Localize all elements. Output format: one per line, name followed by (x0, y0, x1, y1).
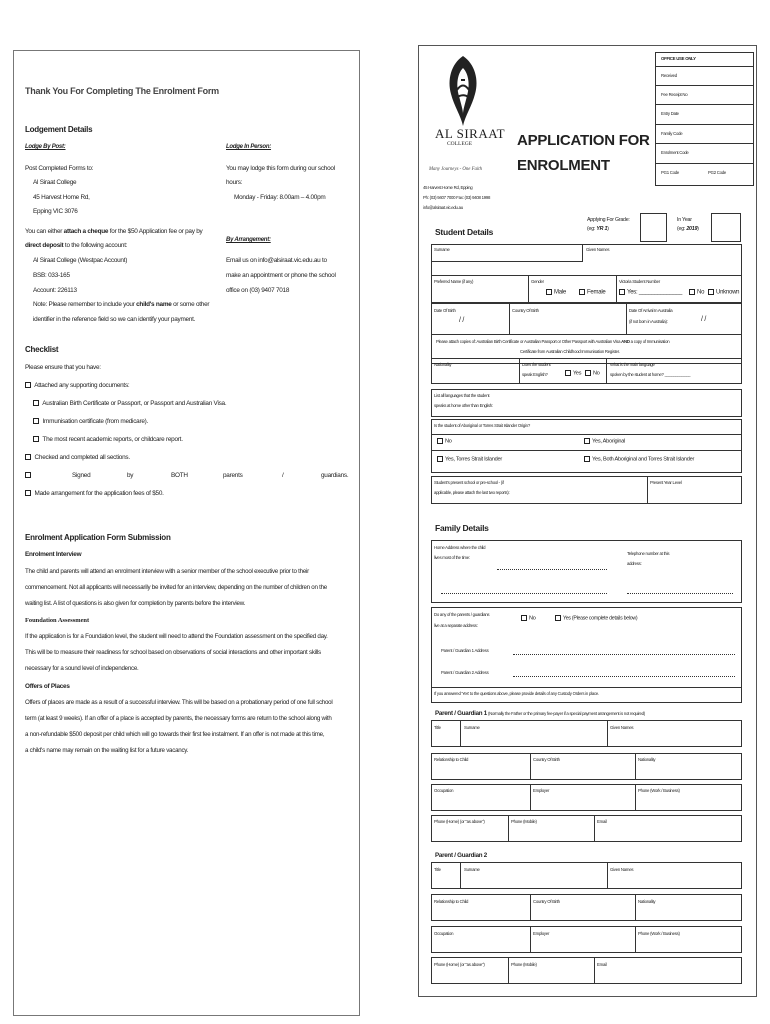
checkbox[interactable] (33, 436, 39, 442)
page-application-form (418, 45, 757, 997)
divider (594, 957, 595, 984)
arrangement-line: office on (03) 9407 7018 (226, 287, 290, 294)
text: The most recent academic reports, or childcare report. (42, 436, 183, 443)
checklist-heading: Checklist (25, 345, 59, 354)
divider (616, 275, 617, 303)
checkbox[interactable] (521, 615, 527, 621)
telephone-input[interactable] (627, 593, 733, 594)
cheque-line (25, 228, 202, 236)
divider (460, 862, 461, 889)
custody-note: If you answered 'Yes' to the questions above, please provide details of any Custody Orders in place. (434, 691, 599, 696)
divider (655, 163, 754, 164)
relationship-label: Relationship to Child (434, 757, 469, 762)
text: attach a cheque (63, 228, 109, 235)
text: Yes, Both Aboriginal and Torres Strait Islander (592, 456, 695, 463)
divider (594, 815, 595, 842)
relationship-label: Relationship to Child (434, 899, 469, 904)
text: No (697, 289, 705, 296)
offers-line: a child's name may remain on the waiting list for a future vacancy. (25, 747, 189, 754)
home-address-label2: lives most of the time: (434, 555, 470, 560)
given-names-label: Given Names (610, 867, 634, 872)
pg2-address-input[interactable] (513, 676, 735, 677)
checklist-item-signed[interactable] (25, 472, 33, 480)
foundation-line: This will be to measure their readiness for school based on observations of social interactions and other important skills (25, 649, 321, 656)
text: (eg: (677, 226, 687, 232)
interview-line: waiting list. A list of questions is also given for completion by parents before the interview. (25, 600, 246, 607)
languages-label: List all languages that the student (434, 393, 490, 398)
checkbox[interactable] (708, 289, 714, 295)
in-year-label: In Year (677, 217, 692, 223)
attach-note-line2: Certificate from Australian Childhood Immunisation Register. (520, 349, 620, 354)
year-field[interactable] (711, 213, 741, 242)
interview-line: commencement. Not all applicants will necessarily be invited for an interview, depending on the number of children on the (25, 584, 327, 591)
text: for the $50 Application fee or pay by (108, 228, 203, 235)
country-of-birth-label: Country Of Birth (533, 899, 560, 904)
offers-line: term (at least 9 weeks). If an offer of a place is accepted by parents, the necessary forms are return to the school along with (25, 715, 332, 722)
speak-english-label: Does the student (522, 362, 551, 367)
speak-english-yes[interactable] (565, 370, 581, 377)
vsn-label: Victoria Student Number (619, 279, 660, 284)
office-row-label: Fee Receipt No (661, 92, 688, 97)
doa-slashes: / / (701, 316, 707, 323)
text: ) (697, 226, 699, 232)
divider (530, 784, 531, 811)
post-line: Epping VIC 3076 (33, 208, 78, 215)
text: Australian Birth Certificate or Passport, or Passport and Australian Visa. (42, 400, 227, 407)
text: (Normally the Father or the primary fee-payer if a special payment arrangement is not required) (487, 711, 645, 716)
divider (606, 358, 607, 384)
offers-line: Offers of places are made as a result of a successful interview. This will be based on a probationary period of one full school (25, 699, 333, 706)
checkbox[interactable] (33, 418, 39, 424)
phone-mobile-label: Phone (Mobile) (511, 819, 537, 824)
post-line: 45 Harvest Home Rd, (33, 194, 90, 201)
text: Yes (573, 370, 582, 377)
occupation-label: Occupation (434, 931, 454, 936)
doa-label: Date Of Arrival In Australia (629, 308, 673, 313)
divider (655, 85, 754, 86)
text: Made arrangement for the application fees of $50. (34, 490, 164, 497)
checkbox[interactable] (25, 454, 31, 460)
bank-line: BSB: 033-165 (33, 272, 70, 279)
checklist-item[interactable] (25, 382, 129, 390)
text: No (529, 615, 536, 622)
divider (530, 894, 531, 921)
logo-name: AL SIRAAT (435, 126, 506, 141)
pg1-relationship-row (431, 753, 742, 780)
page-title: Thank You For Completing The Enrolment Form (25, 86, 219, 96)
divider (508, 815, 509, 842)
text: Yes, Torres Strait Islander (445, 456, 502, 463)
post-line: Post Completed Forms to: (25, 165, 94, 172)
languages-label2: speaks at home other than English: (434, 403, 493, 408)
checkbox[interactable] (584, 438, 590, 444)
text: to the following account: (63, 242, 128, 249)
checkbox[interactable] (33, 400, 39, 406)
home-address-label: Home Address where the child (434, 545, 486, 550)
divider (655, 66, 754, 67)
speak-english-label2: speak English? (522, 372, 548, 377)
post-line: Al Siraat College (33, 179, 77, 186)
text: or some other (171, 301, 210, 308)
phone-home-label: Phone (Home) (or "as above") (434, 962, 485, 967)
divider (635, 894, 636, 921)
aboriginal-both-option[interactable] (584, 456, 694, 463)
title-label: Title (434, 725, 441, 730)
submission-heading: Enrolment Application Form Submission (25, 533, 171, 542)
gender-female-option[interactable] (579, 289, 606, 297)
address-line-input[interactable] (441, 593, 607, 594)
divider (635, 926, 636, 953)
checklist-item[interactable] (33, 400, 226, 408)
checkbox[interactable] (584, 456, 590, 462)
occupation-label: Occupation (434, 788, 454, 793)
surname-label: Surname (434, 247, 450, 252)
phone-work-label: Phone (Work / Business) (638, 931, 680, 936)
divider (519, 358, 520, 384)
text: Yes, Aboriginal (592, 438, 626, 445)
checklist-item[interactable] (25, 490, 164, 498)
nationality-label: Nationality (434, 362, 452, 367)
logo-college: COLLEGE (447, 141, 473, 147)
text: YR 1 (596, 226, 608, 232)
arrangement-line: Email us on info@alsiraat.vic.edu.au to (226, 257, 327, 264)
text: AND (621, 339, 630, 344)
text: Yes (Please complete details below) (563, 615, 638, 622)
divider (635, 753, 636, 780)
separate-address-label2: live at a separate address: (434, 623, 478, 628)
attach-note (436, 339, 669, 344)
separate-yes-option[interactable] (555, 615, 637, 622)
checklist-item[interactable] (25, 454, 130, 462)
pg2-relationship-row (431, 894, 742, 921)
lodge-by-post-title: Lodge By Post: (25, 144, 66, 150)
grade-example (587, 226, 609, 232)
checkbox[interactable] (689, 289, 695, 295)
office-pg2-code: PG2 Code (708, 170, 727, 175)
divider (509, 303, 510, 335)
divider (607, 720, 608, 747)
speak-english-no[interactable] (585, 370, 600, 377)
divider (460, 720, 461, 747)
text: You can either (25, 228, 64, 235)
address-line: 45 Harvest Home Rd, Epping (423, 185, 473, 190)
doa-note: (if not born in Australia): (629, 319, 668, 324)
text: No (593, 370, 600, 377)
checklist-intro: Please ensure that you have: (25, 364, 101, 371)
main-language-label2: spoken by the student at home? ____________ (610, 372, 691, 377)
office-pg1-code: PG1 Code (661, 170, 680, 175)
main-language-label: What is the main language (610, 362, 655, 367)
text: No (445, 438, 452, 445)
signed-word: by (127, 472, 134, 479)
foundation-line: necessary for a sound level of independence. (25, 665, 139, 672)
employer-label: Employer (533, 931, 550, 936)
checkbox[interactable] (437, 438, 443, 444)
divider (431, 434, 742, 435)
divider (528, 275, 529, 303)
vsn-unknown-option[interactable] (708, 289, 739, 297)
form-title-line1: APPLICATION FOR (517, 132, 650, 149)
divider (530, 753, 531, 780)
checkbox[interactable] (437, 456, 443, 462)
text: ) (607, 226, 609, 232)
checkbox[interactable] (579, 289, 585, 295)
country-of-birth-label: Country Of Birth (533, 757, 560, 762)
form-title-line2: ENROLMENT (517, 157, 610, 174)
bank-line: Account: 226113 (33, 287, 77, 294)
aboriginal-yes-option[interactable] (584, 438, 625, 445)
text: 2019 (686, 226, 698, 232)
email-label: Email (597, 819, 607, 824)
surname-label: Surname (464, 725, 480, 730)
by-arrangement-title: By Arrangement: (226, 237, 271, 243)
separate-address-label: Do any of the parents / guardians (434, 612, 490, 617)
text: Attached any supporting documents: (34, 382, 130, 389)
text: (eg: (587, 226, 597, 232)
given-names-label: Given Names (586, 247, 610, 252)
divider (655, 143, 754, 144)
text: Female (587, 289, 606, 296)
office-use-heading: OFFICE USE ONLY (661, 56, 696, 61)
grade-field[interactable] (640, 213, 667, 242)
address-line: Ph: (03) 9407 7000 Fax: (03) 9408 1998 (423, 195, 491, 200)
text: child's name (136, 301, 172, 308)
email-label: Email (597, 962, 607, 967)
in-person-line: hours: (226, 179, 243, 186)
logo-tagline: Many Journeys - One Faith (429, 167, 483, 172)
interview-title: Enrolment Interview (25, 551, 82, 558)
present-school-label: Student's present school or pre-school - (if (434, 480, 504, 485)
divider (655, 104, 754, 105)
text: a copy of Immunisation (629, 339, 670, 344)
note-line (33, 301, 209, 309)
divider (530, 926, 531, 953)
phone-work-label: Phone (Work / Business) (638, 788, 680, 793)
college-logo-icon (441, 54, 485, 128)
lodge-in-person-title: Lodge In Person: (226, 144, 272, 150)
vsn-no-option[interactable] (689, 289, 704, 297)
surname-label: Surname (464, 867, 480, 872)
present-school-label2: applicable, please attach the last two reports): (434, 490, 510, 495)
checkbox[interactable] (25, 382, 31, 388)
pg1-address-input[interactable] (513, 654, 735, 655)
title-label: Title (434, 867, 441, 872)
phone-mobile-label: Phone (Mobile) (511, 962, 537, 967)
checkbox[interactable] (585, 370, 591, 376)
divider (431, 687, 742, 688)
family-details-heading: Family Details (435, 523, 489, 533)
divider (431, 450, 742, 451)
telephone-label: Telephone number at this (627, 551, 670, 556)
text: Parent / Guardian 1 (435, 710, 487, 717)
in-person-line: You may lodge this form during our school (226, 165, 335, 172)
surname-field[interactable] (431, 244, 583, 262)
page-instructions (13, 50, 360, 1016)
text: Note: Please remember to include your (33, 301, 137, 308)
pg2-occupation-row (431, 926, 742, 953)
text: Male (554, 289, 567, 296)
pg1-address-label: Parent / Guardian 1 Address (441, 648, 489, 653)
office-row-label: Entry Date (661, 111, 679, 116)
nationality-label: Nationality (638, 757, 656, 762)
student-details-heading: Student Details (435, 227, 494, 237)
divider (607, 862, 608, 889)
row-dob (431, 303, 742, 335)
text: Yes: (627, 289, 638, 296)
arrangement-line: make an appointment or phone the school (226, 272, 336, 279)
offers-title: Offers of Places (25, 683, 70, 690)
foundation-line: If the application is for a Foundation level, the student will need to attend the Foundation assessment on the specified day. (25, 633, 328, 640)
signed-word: parents (223, 472, 243, 479)
text: Unknown (716, 289, 740, 296)
pg2-address-label: Parent / Guardian 2 Address (441, 670, 489, 675)
employer-label: Employer (533, 788, 550, 793)
interview-line: The child and parents will attend an enrolment interview with a senior member of the school executive prior to their (25, 568, 309, 575)
checkbox[interactable] (25, 490, 31, 496)
present-year-label: Present Year Level (650, 480, 682, 485)
divider (626, 303, 627, 335)
divider (635, 784, 636, 811)
divider (655, 124, 754, 125)
note-line: identifier in the reference field so we can identify your payment. (33, 316, 196, 323)
aboriginal-tsi-option[interactable] (437, 456, 502, 463)
vsn-yes-option[interactable]: Yes: ______________ (619, 289, 682, 297)
nationality-label: Nationality (638, 899, 656, 904)
divider (508, 957, 509, 984)
given-names-label: Given Names (610, 725, 634, 730)
signed-word: BOTH (171, 472, 188, 479)
applying-grade-label: Applying For Grade: (587, 217, 630, 223)
checkbox[interactable] (565, 370, 571, 376)
aboriginal-no-option[interactable] (437, 438, 452, 445)
text: Checked and completed all sections. (34, 454, 130, 461)
telephone-label2: address: (627, 561, 642, 566)
checkbox[interactable] (546, 289, 552, 295)
signed-word: Signed (72, 472, 91, 479)
checkbox[interactable] (25, 472, 31, 478)
text: Please attach copies of: Australian Birth Certificate or Australian Passport or Other Passport with Australian Visa (436, 339, 622, 344)
cheque-line (25, 242, 127, 250)
text: direct deposit (25, 242, 64, 249)
checkbox[interactable] (619, 289, 625, 295)
in-person-line: Monday - Friday: 8.00am – 4.00pm (234, 194, 326, 201)
office-row-label: Family Code (661, 131, 683, 136)
gender-male-option[interactable] (546, 289, 566, 297)
lodgement-heading: Lodgement Details (25, 125, 93, 134)
separate-no-option[interactable] (521, 615, 536, 622)
dob-slashes: / / (459, 317, 465, 324)
office-row-label: Enrolment Code (661, 150, 689, 155)
address-line-input[interactable] (497, 569, 607, 570)
preferred-name-label: Preferred Name (if any) (434, 279, 474, 284)
pg1-occupation-row (431, 784, 742, 811)
pg2-heading: Parent / Guardian 2 (435, 852, 487, 859)
foundation-title: Foundation Assessment (25, 617, 90, 624)
checklist-item[interactable] (33, 436, 183, 444)
aboriginal-question: Is the student of Aboriginal or Torres Strait Islander Origin? (434, 423, 530, 428)
signed-word: / (282, 472, 284, 479)
text: Immunisation certificate (from medicare). (42, 418, 149, 425)
address-line: info@alsiraat.vic.edu.au (423, 205, 463, 210)
gender-label: Gender (531, 279, 544, 284)
bank-line: Al Siraat College (Westpac Account) (33, 257, 128, 264)
year-example (677, 226, 699, 232)
office-row-label: Received (661, 73, 677, 78)
cob-label: Country Of Birth (512, 308, 539, 313)
dob-label: Date Of Birth (434, 308, 456, 313)
phone-home-label: Phone (Home) (or "as above") (434, 819, 485, 824)
offers-line: a non-refundable $500 deposit per child which will go towards their first fee instalment. If an offer is not made at this time, (25, 731, 325, 738)
divider (647, 476, 648, 504)
checklist-item[interactable] (33, 418, 148, 426)
checkbox[interactable] (555, 615, 561, 621)
pg1-heading (435, 710, 645, 717)
signed-word: guardians. (321, 472, 349, 479)
